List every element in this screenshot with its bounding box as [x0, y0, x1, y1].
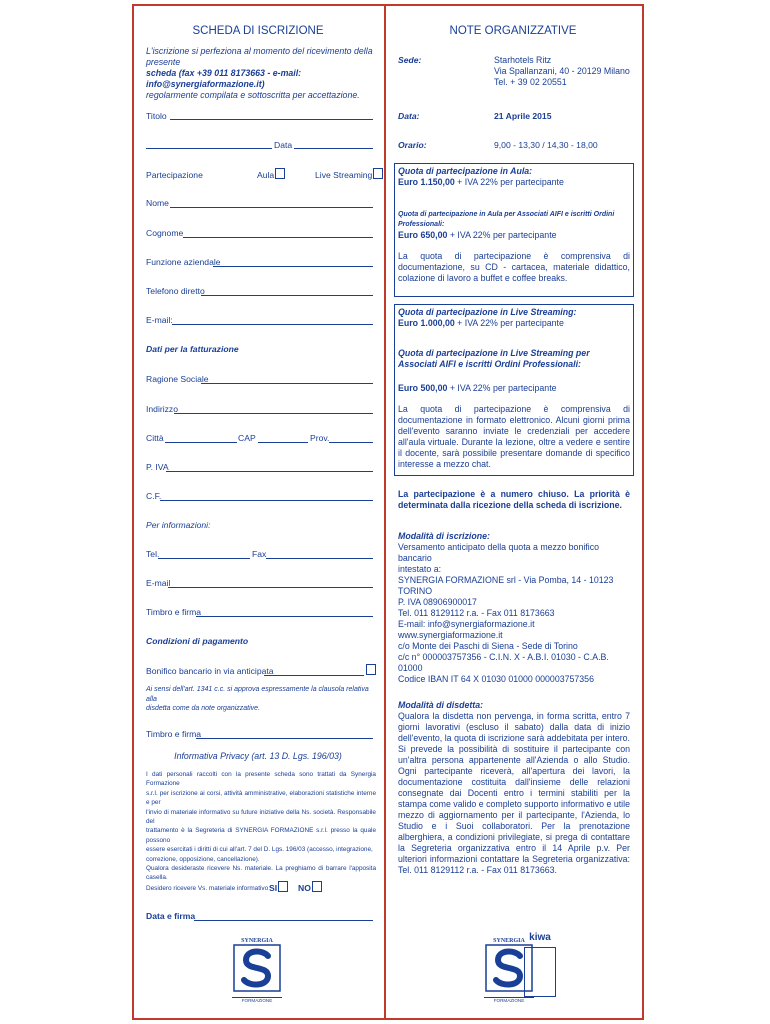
privacy-title: Informativa Privacy (art. 13 D. Lgs. 196/03) — [174, 751, 342, 761]
scheda-title: SCHEDA DI ISCRIZIONE — [192, 25, 324, 37]
live-note: La quota di partecipazione è comprensiva di documentazione in formato elettronico. Alcuni giorni prima dell'evento saranno inviate le credenziali per accedere all'aula virtuale. Durante la lezione, oltre a vedere e sentire il docente, sarà possibile presentare domande di specifico interesse a mezzo chat. — [398, 404, 630, 469]
data-firma-field[interactable] — [194, 920, 373, 921]
aula-note: La quota di partecipazione è comprensiva di documentazione, su CD - cartacea, materiale didattico, colazione di lavoro a buffet e coffee breaks. — [398, 251, 630, 283]
website-link[interactable]: www.synergiaformazione.it — [398, 630, 503, 640]
citta-field[interactable] — [165, 442, 237, 443]
data-value: 21 Aprile 2015 — [494, 111, 552, 121]
titolo-label: Titolo — [146, 111, 167, 121]
bonifico-line — [264, 675, 364, 676]
live-streaming-option[interactable]: Live Streaming — [315, 168, 383, 180]
timbro2-field[interactable] — [196, 738, 373, 739]
aula-assoc-price: Euro 650,00 + IVA 22% per partecipante — [398, 230, 557, 240]
email2-label: E-mail — [146, 578, 171, 588]
piva-field[interactable] — [166, 471, 373, 472]
privacy-text: I dati personali raccolti con la presente scheda sono trattati da Synergia Formazione s.r.l. per iscrizione ai corsi, attività amministrative, elaborazioni statistiche interne e per l'invio di materiale informativo su future iniziative della Ns. società. Responsabile del trattamento è la Segreteria di SYNERGIA FORMAZIONE s.r.l. presso la quale possono essere esercitati i diritti di cui all'art. 7 del D. Lgs. 196/03 (accesso, integrazione, correzione, opposizione, cancellazione). Qualora desideraste ricevere Ns. materiale. La preghiamo di barrare l'apposita casella. — [146, 771, 376, 882]
condizioni-heading: Condizioni di pagamento — [146, 636, 249, 646]
funzione-field[interactable] — [213, 266, 373, 267]
nome-label: Nome — [146, 198, 169, 208]
sede-label: Sede: — [398, 55, 422, 65]
indirizzo-field[interactable] — [174, 413, 373, 414]
email-label: E-mail: — [146, 315, 173, 325]
si-option[interactable]: SI — [269, 881, 288, 893]
aula-checkbox[interactable] — [275, 168, 285, 179]
data-label-right: Data: — [398, 111, 420, 121]
live-assoc-title: Quota di partecipazione in Live Streaming per Associati AIFI e iscritti Ordini Professionali: — [398, 348, 590, 369]
email2-field[interactable] — [168, 587, 373, 588]
fax-field[interactable] — [266, 558, 373, 559]
timbro1-field[interactable] — [196, 616, 373, 617]
cap-field[interactable] — [258, 442, 308, 443]
per-info-label: Per informazioni: — [146, 520, 211, 530]
aula-quota: Quota di partecipazione in Aula: Euro 1.150,00 + IVA 22% per partecipante — [398, 166, 564, 187]
clausola-text: Ai sensi dell'art. 1341 c.c. si approva espressamente la clausola relativa alla disdetta come da note organizzative. — [146, 686, 369, 713]
no-option[interactable]: NO — [298, 881, 322, 893]
live-assoc-price: Euro 500,00 + IVA 22% per partecipante — [398, 383, 557, 393]
nome-field[interactable] — [170, 207, 373, 208]
synergia-s-icon — [232, 944, 282, 992]
aula-option[interactable]: Aula — [257, 168, 285, 180]
cognome-label: Cognome — [146, 228, 184, 238]
data-field[interactable] — [294, 148, 373, 149]
bonifico-label: Bonifico bancario in via anticipata — [146, 666, 274, 676]
numero-chiuso: La partecipazione è a numero chiuso. La priorità è determinata dalla ricezione della scheda di iscrizione. — [398, 489, 630, 510]
piva-label: P. IVA — [146, 462, 169, 472]
fatturazione-heading: Dati per la fatturazione — [146, 344, 239, 354]
intro-text: L'iscrizione si perfeziona al momento del ricevimento della presente scheda (fax +39 011 8173663 - e-mail: info@synergiaformazione.it) regolarmente compilata e sottoscritta per accettazione. — [146, 46, 373, 100]
citta-label: Città — [146, 433, 164, 443]
data-label: Data — [274, 140, 293, 150]
fax-label: Fax — [252, 549, 267, 559]
cf-field[interactable] — [160, 500, 373, 501]
cap-label: CAP — [238, 433, 256, 443]
ragione-label: Ragione Sociale — [146, 374, 209, 384]
bonifico-checkbox[interactable] — [366, 664, 376, 675]
funzione-label: Funzione aziendale — [146, 257, 221, 267]
titolo-field[interactable] — [170, 119, 373, 120]
email-field[interactable] — [172, 324, 373, 325]
email-link[interactable]: E-mail: info@synergiaformazione.it — [398, 619, 535, 629]
live-streaming-checkbox[interactable] — [373, 168, 383, 179]
indirizzo-label: Indirizzo — [146, 404, 178, 414]
titolo-field-line2[interactable] — [146, 148, 272, 149]
kiwa-badge-icon — [524, 947, 556, 997]
tel-field[interactable] — [158, 558, 250, 559]
sede-value: Starhotels Ritz Via Spallanzani, 40 - 20129 Milano Tel. + 39 02 20551 — [494, 55, 630, 87]
cognome-field[interactable] — [183, 237, 373, 238]
note-title: NOTE ORGANIZZATIVE — [449, 25, 577, 37]
tel-label: Tel. — [146, 549, 160, 559]
telefono-field[interactable] — [201, 295, 373, 296]
modalita-iscrizione: Modalità di iscrizione: Versamento anticipato della quota a mezzo bonifico bancario intestato a: SYNERGIA FORMAZIONE srl - Via Pomba, 14 - 10123 TORINO P. IVA 08906900017 Tel. 011 8129112 r.a. - Fax 011 8173663 E-mail: info@synergiaformazione.it www.synergiaformazione.it c/o Monte dei Paschi di Siena - Sede di Torino c/c n° 000003757356 - C.I.N. X - A.B.I. 01030 - C.A.B. 01000 Codice IBAN IT 64 X 01030 01000 000003757356 — [398, 531, 630, 685]
si-checkbox[interactable] — [278, 881, 288, 892]
ragione-field[interactable] — [201, 383, 373, 384]
prov-label: Prov. — [310, 433, 330, 443]
prov-field[interactable] — [329, 442, 373, 443]
cf-label: C.F. — [146, 491, 162, 501]
timbro1-label: Timbro e firma — [146, 607, 202, 617]
aula-assoc-title: Quota di partecipazione in Aula per Associati AIFI e iscritti Ordini Professionali: — [398, 211, 615, 228]
modalita-disdetta: Modalità di disdetta: Qualora la disdetta non pervenga, in forma scritta, entro 7 giorni lavorativi (escluso il sabato) dalla data di inizio dell'evento, la quota di iscrizione sarà addebitata per intero. Si prevede la possibilità di sostituire il partecipante con un'altra persona appartenente all'Azienda o allo Studio. Ogni partecipante riceverà, all'apertura dei lavori, la documentazione costituita dall'insieme delle relazioni consegnate dai Docenti entro i termini stabiliti per la stampa come valido e completo supporto informativo e utile mezzo di aggiornamento per il partecipante, l'Azienda, lo Studio e i Suoi collaboratori. Per la prenotazione alberghiera, a condizioni privilegiate, si prega di contattare la Segreteria organizzativa entro il 14 Aprile p.v. Per ulteriori informazioni contattare la Segreteria organizzativa: Tel. 011 8129112 r.a. - Fax 011 8173663. — [398, 700, 630, 875]
timbro2-label: Timbro e firma — [146, 729, 202, 739]
partecipazione-label: Partecipazione — [146, 170, 203, 180]
live-quota: Quota di partecipazione in Live Streaming: Euro 1.000,00 + IVA 22% per partecipante — [398, 307, 577, 328]
telefono-label: Telefono diretto — [146, 286, 205, 296]
kiwa-logo: kiwa — [520, 932, 560, 1002]
synergia-logo-right: SYNERGIA FORMAZIONE — [484, 938, 534, 1004]
data-firma-label: Data e firma — [146, 911, 196, 921]
orario-label: Orario: — [398, 140, 427, 150]
desidero-label: Desidero ricevere Vs. materiale informativo — [146, 885, 269, 892]
synergia-logo-left: SYNERGIA FORMAZIONE — [232, 938, 282, 1004]
orario-value: 9,00 - 13,30 / 14,30 - 18,00 — [494, 140, 598, 150]
no-checkbox[interactable] — [312, 881, 322, 892]
